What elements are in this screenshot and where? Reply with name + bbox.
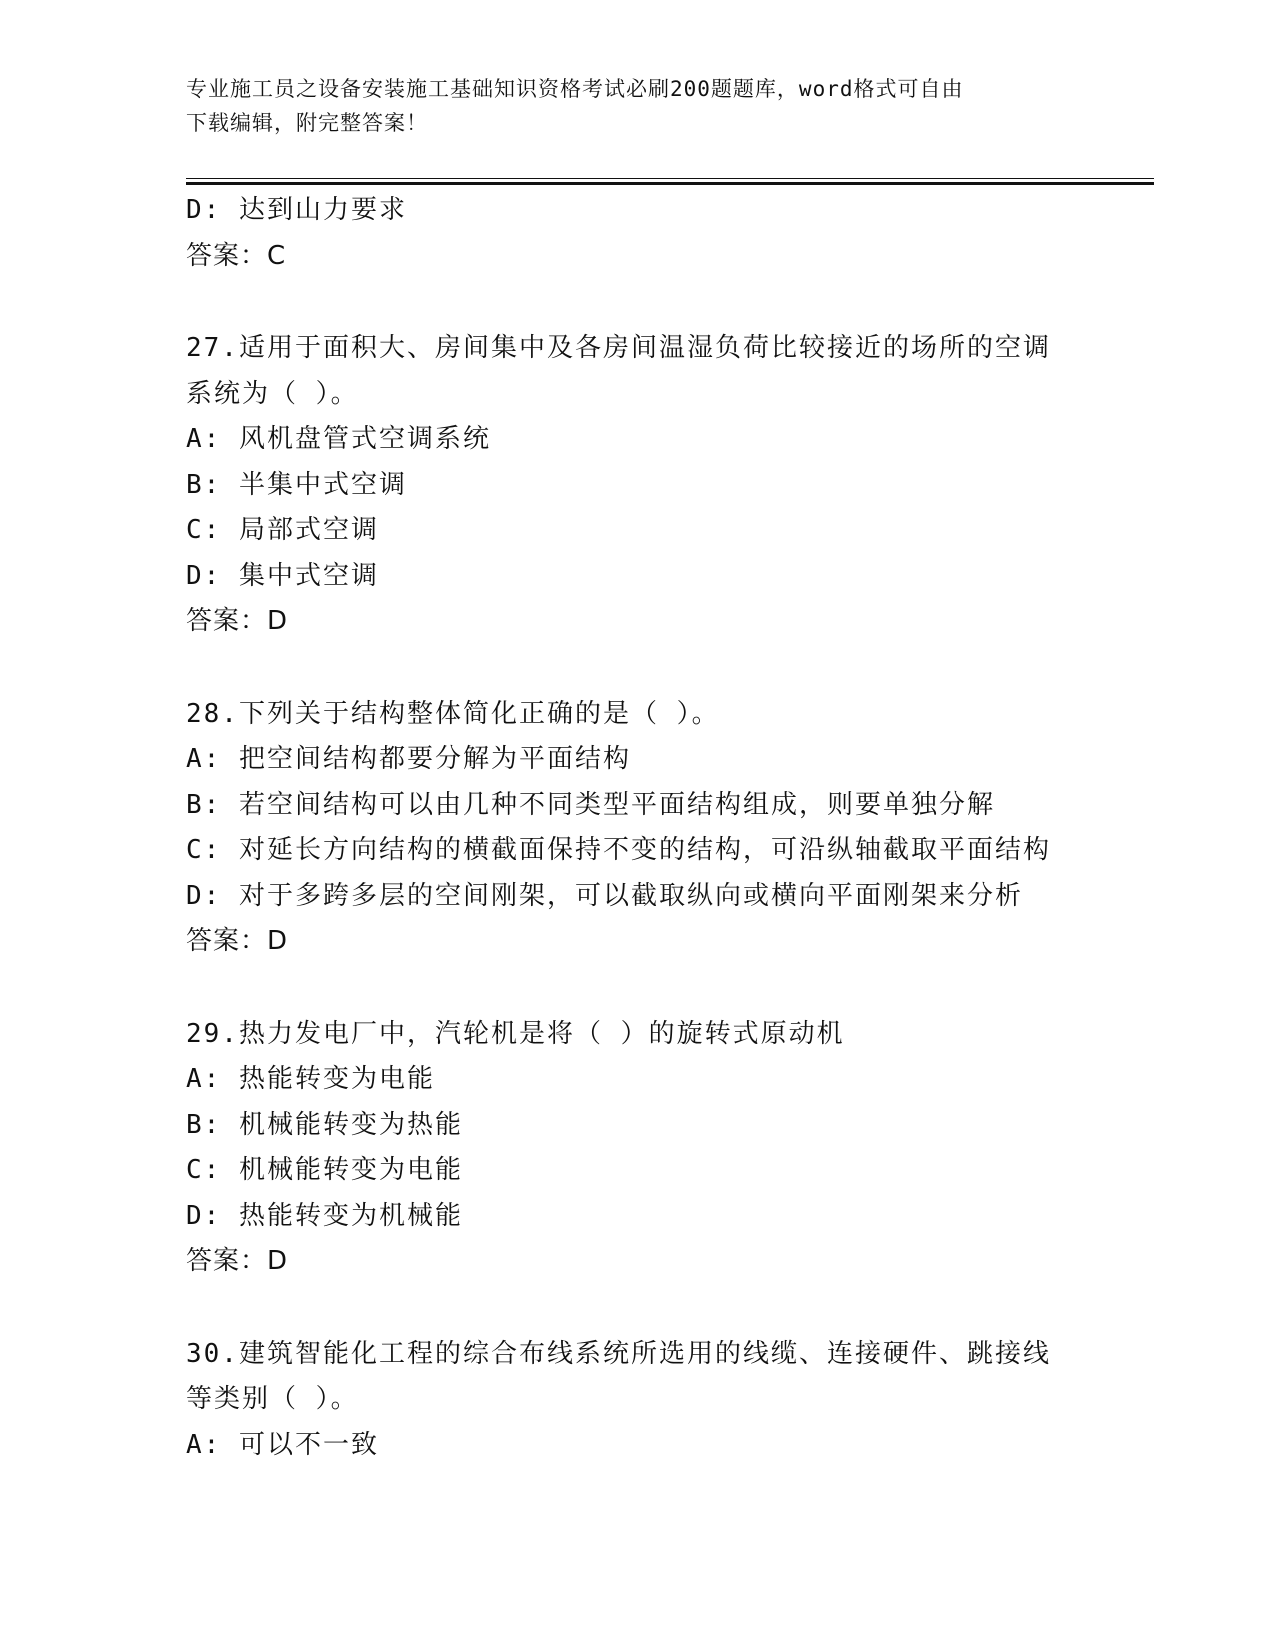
option-d: D: 热能转变为机械能	[186, 1200, 463, 1231]
answer-label: 答案：C	[186, 240, 287, 271]
answer-label: 答案：D	[186, 926, 289, 956]
question-stem: 30.建筑智能化工程的综合布线系统所选用的线缆、连接硬件、跳接线	[186, 1338, 1051, 1369]
option-b: B: 机械能转变为热能	[186, 1109, 463, 1140]
option-c: C: 局部式空调	[186, 515, 379, 545]
header-divider-thin	[186, 178, 1154, 179]
spacer	[186, 645, 1086, 692]
option-d: D: 达到山力要求	[186, 195, 407, 225]
header-title-line2: 下载编辑，附完整答案！	[186, 111, 428, 135]
option-a: A: 可以不一致	[186, 1429, 379, 1460]
question-29	[186, 1012, 1086, 1285]
question-stem-continued: 等类别（ ）。	[186, 1384, 359, 1414]
answer-label: 答案：D	[186, 606, 289, 636]
document-header	[186, 72, 1066, 140]
option-c: C: 机械能转变为电能	[186, 1155, 463, 1185]
question-stem: 29.热力发电厂中，汽轮机是将（ ）的旋转式原动机	[186, 1018, 845, 1049]
spacer	[186, 1285, 1086, 1332]
question-27	[186, 326, 1086, 645]
question-stem: 27.适用于面积大、房间集中及各房间温湿负荷比较接近的场所的空调	[186, 333, 1051, 363]
option-b: B: 若空间结构可以由几种不同类型平面结构组成，则要单独分解	[186, 789, 995, 820]
question-28	[186, 692, 1086, 965]
option-a: A: 把空间结构都要分解为平面结构	[186, 744, 631, 774]
option-d: D: 对于多跨多层的空间刚架，可以截取纵向或横向平面刚架来分析	[186, 880, 1023, 911]
question-stem: 28.下列关于结构整体简化正确的是（ ）。	[186, 698, 720, 729]
option-d: D: 集中式空调	[186, 560, 379, 591]
header-divider-thick	[186, 182, 1154, 185]
option-a: A: 风机盘管式空调系统	[186, 424, 491, 454]
question-stem-continued: 系统为（ ）。	[186, 378, 359, 409]
option-c: C: 对延长方向结构的横截面保持不变的结构，可沿纵轴截取平面结构	[186, 835, 1051, 865]
spacer	[186, 965, 1086, 1012]
question-30	[186, 1332, 1086, 1469]
spacer	[186, 279, 1086, 326]
question-26-tail	[186, 188, 1086, 279]
option-a: A: 热能转变为电能	[186, 1064, 435, 1094]
option-b: B: 半集中式空调	[186, 469, 407, 500]
question-list	[186, 188, 1086, 1468]
answer-label: 答案：D	[186, 1246, 289, 1276]
header-title-line1: 专业施工员之设备安装施工基础知识资格考试必刷200题题库，word格式可自由	[186, 77, 964, 101]
